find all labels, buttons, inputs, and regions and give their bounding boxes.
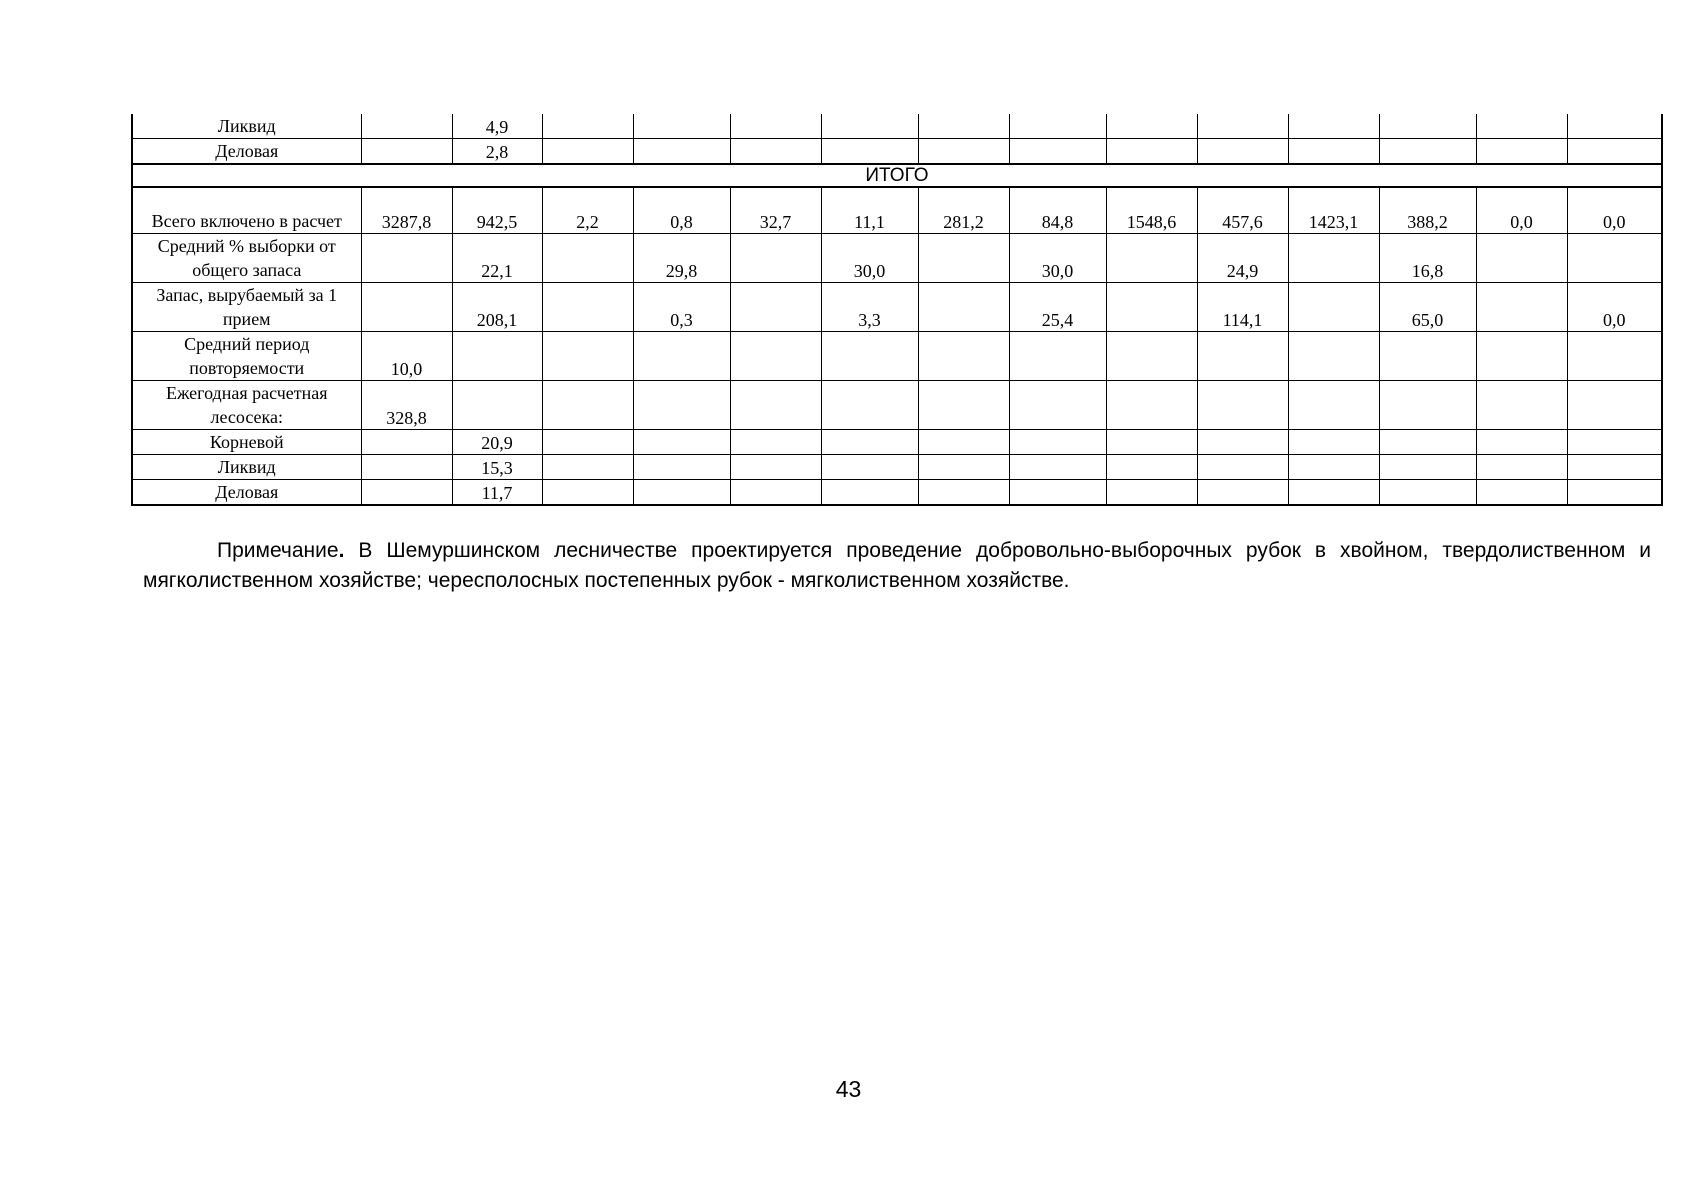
table-cell [1106,283,1197,332]
table-cell [1197,332,1288,381]
table-cell: 22,1 [452,234,542,283]
table-row [132,114,1662,139]
table-cell [361,114,452,139]
table-cell [542,455,633,480]
table-cell [918,283,1009,332]
table-cell [730,455,821,480]
table-cell: 84,8 [1009,187,1106,234]
table-cell [1567,114,1662,139]
table-cell [1288,114,1379,139]
table-cell [1476,430,1567,455]
table-cell [542,283,633,332]
table-cell: 15,3 [452,455,542,480]
row-label: Ликвид [132,114,361,139]
table-cell: 388,2 [1379,187,1476,234]
table-cell [730,139,821,165]
table-cell [1288,332,1379,381]
table-cell: 0,0 [1476,187,1567,234]
table-cell [1009,114,1106,139]
table-cell [1476,381,1567,430]
table-cell [542,332,633,381]
table-cell [730,283,821,332]
table-cell [1288,455,1379,480]
table-cell [1009,139,1106,165]
table-cell [1476,332,1567,381]
table-cell [1379,480,1476,506]
table-cell [1567,139,1662,165]
table-cell: 11,7 [452,480,542,506]
table-cell [1288,381,1379,430]
table-cell: 20,9 [452,430,542,455]
table-cell [1379,139,1476,165]
table-row [132,430,1662,455]
table-cell [542,234,633,283]
row-label: Средний период повторяемости [132,332,361,381]
table-cell [1288,139,1379,165]
table-cell [361,455,452,480]
table-cell [1106,139,1197,165]
table-row [132,187,1662,234]
table-cell [633,455,730,480]
note-dot: . [338,539,345,562]
table-cell: 30,0 [821,234,918,283]
table-cell: 114,1 [1197,283,1288,332]
table-cell [1288,234,1379,283]
table-cell [918,455,1009,480]
table-row [132,480,1662,506]
table-row [132,455,1662,480]
table-cell [361,234,452,283]
row-label: Деловая [132,480,361,506]
table-cell [361,430,452,455]
table-cell [1197,455,1288,480]
table-cell [633,114,730,139]
table-cell [1106,114,1197,139]
table-row [132,139,1662,165]
table-cell [542,480,633,506]
table-cell [1009,430,1106,455]
table-cell [1106,234,1197,283]
table-cell [730,430,821,455]
note-paragraph [143,536,1651,596]
table-cell [918,430,1009,455]
table-cell [1379,381,1476,430]
table-cell [1106,381,1197,430]
table-cell [1009,381,1106,430]
table-cell [1288,283,1379,332]
table-cell: 0,3 [633,283,730,332]
note-prefix: Примечание [217,539,339,562]
table-cell: 1548,6 [1106,187,1197,234]
table-cell [730,332,821,381]
table-section-header [132,164,1662,187]
table-cell: 32,7 [730,187,821,234]
table-cell [821,332,918,381]
forest-calculation-table [131,114,1663,506]
table-cell [452,381,542,430]
table-cell [1567,234,1662,283]
table-cell [1379,430,1476,455]
table-cell [633,139,730,165]
table-cell [1476,283,1567,332]
table-cell: 2,2 [542,187,633,234]
table-cell [452,332,542,381]
table-cell [633,480,730,506]
table-cell: 281,2 [918,187,1009,234]
table-cell: 4,9 [452,114,542,139]
table-cell [821,139,918,165]
table-cell [542,381,633,430]
table-cell [361,283,452,332]
table-cell [1379,455,1476,480]
table-cell [1476,139,1567,165]
table-cell: 0,0 [1567,187,1662,234]
row-label: Средний % выборки от общего запаса [132,234,361,283]
table-cell: 16,8 [1379,234,1476,283]
table-cell [633,430,730,455]
table-cell [1476,234,1567,283]
table-cell [1476,480,1567,506]
row-label: Всего включено в расчет [132,187,361,234]
table-cell [633,332,730,381]
table-cell [1197,114,1288,139]
row-label: Корневой [132,430,361,455]
table-cell [361,139,452,165]
table-cell: 457,6 [1197,187,1288,234]
table-cell: 208,1 [452,283,542,332]
table-cell [542,430,633,455]
table-cell: 10,0 [361,332,452,381]
table-cell [821,430,918,455]
table-cell [542,114,633,139]
table-row [132,332,1662,381]
table-cell [918,234,1009,283]
table-row [132,283,1662,332]
table-summary-rows [132,187,1662,505]
table-cell [1106,455,1197,480]
table-cell [821,455,918,480]
table-cell [1379,114,1476,139]
table-cell: 3287,8 [361,187,452,234]
table-cell: 2,8 [452,139,542,165]
table-cell [1288,430,1379,455]
table-cell: 328,8 [361,381,452,430]
row-label: Ликвид [132,455,361,480]
table-cell [918,381,1009,430]
table-cell [730,114,821,139]
table-cell [1476,455,1567,480]
table-top-rows [132,114,1662,164]
row-label: Деловая [132,139,361,165]
table-cell: 25,4 [1009,283,1106,332]
table-cell [730,381,821,430]
table-cell [730,480,821,506]
row-label: Ежегодная расчетная лесосека: [132,381,361,430]
table-cell [633,381,730,430]
table-cell [1288,480,1379,506]
table-cell [1476,114,1567,139]
table-cell: 65,0 [1379,283,1476,332]
table-cell [821,381,918,430]
table-cell [1567,381,1662,430]
table-cell: 30,0 [1009,234,1106,283]
table-cell [1567,480,1662,506]
table-cell [1106,332,1197,381]
table-cell [821,480,918,506]
table-cell: 942,5 [452,187,542,234]
row-label: Запас, вырубаемый за 1 прием [132,283,361,332]
table-cell [361,480,452,506]
table-cell [1567,332,1662,381]
table-cell [1567,455,1662,480]
table-cell [1197,381,1288,430]
table-cell [730,234,821,283]
table-cell [1379,332,1476,381]
table-cell [1197,139,1288,165]
page-number: 43 [835,1076,862,1102]
table-row [132,234,1662,283]
table-cell [1009,480,1106,506]
table-cell: 29,8 [633,234,730,283]
note-text: В Шемуршинском лесничестве проектируется проведение добровольно-выборочных рубок в хвойном, твердолиственном и мягколиственном хозяйстве; чересполосных постепенных рубок - мягколиственном хозяйстве. [143,539,1651,592]
table-cell [1009,455,1106,480]
table-cell [542,139,633,165]
table-cell [1567,430,1662,455]
table-cell: 0,8 [633,187,730,234]
table-cell [821,114,918,139]
table-cell [1106,430,1197,455]
table-cell [1197,430,1288,455]
table-cell [1197,480,1288,506]
table-cell [1009,332,1106,381]
table-cell: 24,9 [1197,234,1288,283]
table-cell: 3,3 [821,283,918,332]
table-cell: 1423,1 [1288,187,1379,234]
table-cell [918,332,1009,381]
table-row [132,381,1662,430]
table-cell: 11,1 [821,187,918,234]
table-cell [918,480,1009,506]
table-cell [918,139,1009,165]
table-cell [918,114,1009,139]
section-title-itogo: ИТОГО [132,164,1662,187]
table-cell: 0,0 [1567,283,1662,332]
table-cell [1106,480,1197,506]
